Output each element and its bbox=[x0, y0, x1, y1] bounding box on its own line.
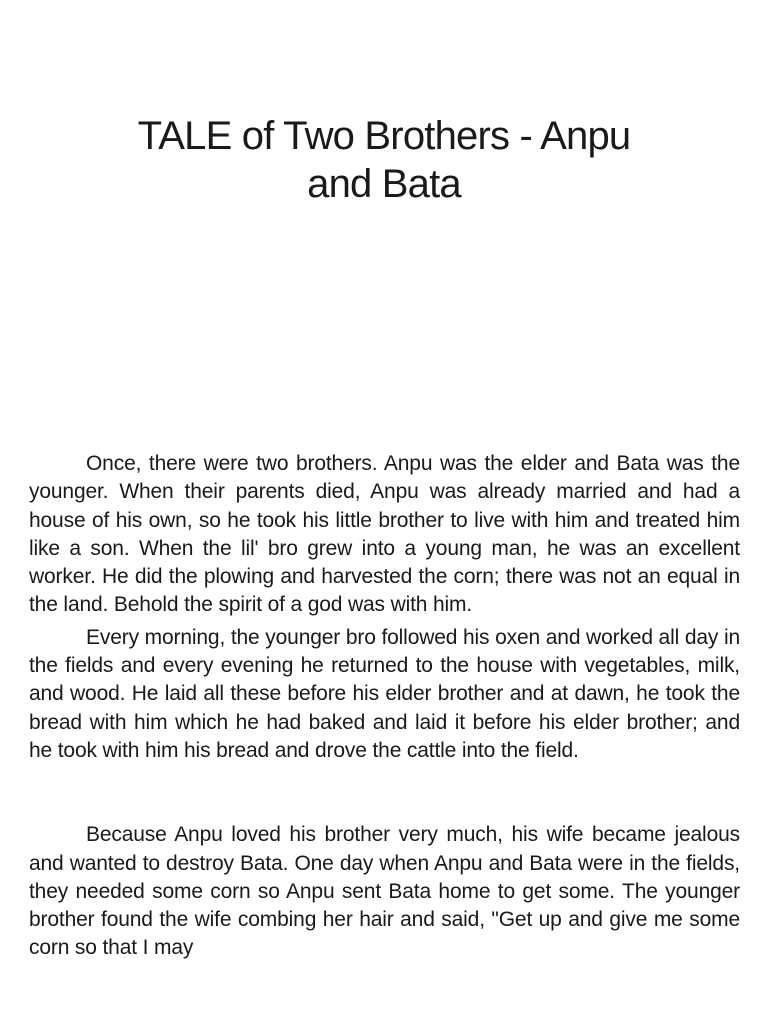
paragraph-1: Once, there were two brothers. Anpu was the elder and Bata was the younger. When their parents died, Anpu was already married and had a house of his own, so he took his little brother to live with him and treated him like a son. When the lil' bro grew into a young man, he was an excellent worker. He did the plowing and harvested the corn; there was not an equal in the land. Behold the spirit of a god was with him. bbox=[29, 452, 740, 617]
title-line-2: and Bata bbox=[307, 162, 461, 206]
title-line-1: TALE of Two Brothers - Anpu bbox=[137, 114, 631, 158]
paragraph-2: Every morning, the younger bro followed his oxen and worked all day in the fields and every evening he returned to the house with vegetables, milk, and wood. He laid all these before his elder brother and at dawn, he took the bread with him which he had baked and laid it before his elder brother; and he took with him his bread and drove the cattle into the field. bbox=[29, 625, 740, 762]
story-body bbox=[29, 450, 740, 963]
paragraph-3: Because Anpu loved his brother very much, his wife became jealous and wanted to destroy Bata. One day when Anpu and Bata were in the fields, they needed some corn so Anpu sent Bata home to get some. The younger brother found the wife combing her hair and said, "Get up and give me some corn so that I may bbox=[29, 823, 740, 960]
page-title bbox=[60, 112, 708, 208]
